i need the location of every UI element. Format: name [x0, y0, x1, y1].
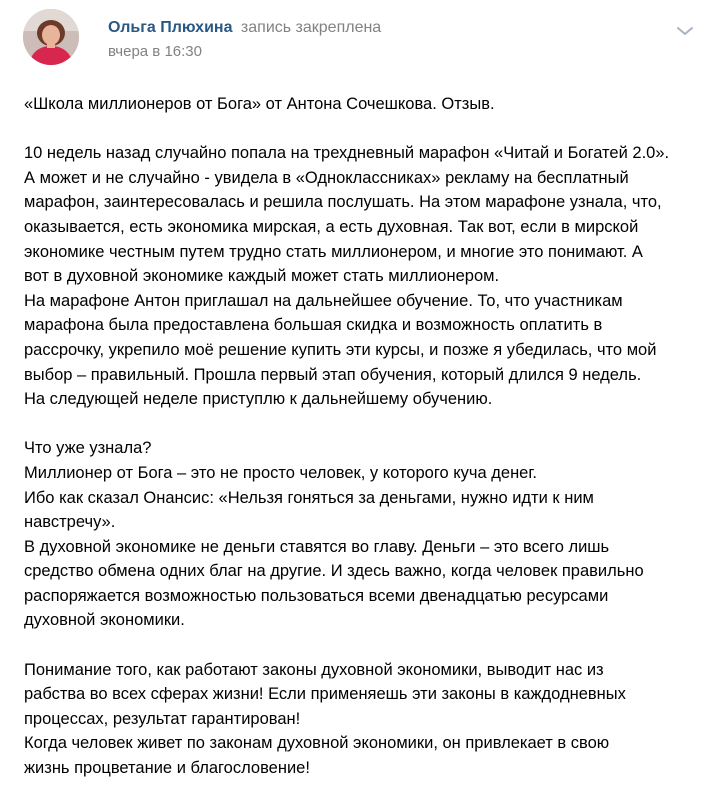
- chevron-down-icon: [676, 26, 694, 36]
- post-text-line: вот в духовной экономике каждый может стать миллионером.: [24, 267, 500, 286]
- post-text-line: В духовной экономике не деньги ставятся во главу. Деньги – это всего лишь: [24, 537, 610, 556]
- post-text-line: Когда человек живет по законам духовной экономики, он привлекает в свою: [24, 734, 610, 753]
- author-line: [108, 17, 381, 39]
- post-text-line: рассрочку, укрепило моё решение купить эти курсы, и позже я убедилась, что мой: [24, 340, 657, 359]
- post-header: [0, 0, 726, 80]
- user-avatar-photo-icon: [23, 9, 79, 65]
- paragraph-gap: [24, 633, 714, 658]
- post-text-line: Понимание того, как работают законы духовной экономики, выводит нас из: [24, 660, 604, 679]
- post-text-line: марафон, заинтересовалась и решила послушать. На этом марафоне узнала, что,: [24, 193, 662, 212]
- post-text-line: Миллионер от Бога – это не просто человек, у которого куча денег.: [24, 463, 537, 482]
- post-text-line: марафона была предоставлена большая скидка и возможность оплатить в: [24, 316, 603, 335]
- post-text-line: оказывается, есть экономика мирская, а есть духовная. Так вот, если в мирской: [24, 217, 639, 236]
- post-text-line: Что уже узнала?: [24, 439, 152, 458]
- post-text-line: средство обмена одних благ на другие. И здесь важно, когда человек правильно: [24, 562, 644, 581]
- post-text-line: На следующей неделе приступлю к дальнейшему обучению.: [24, 390, 493, 409]
- post-text-line: процессах, результат гарантирован!: [24, 709, 301, 728]
- pinned-status: запись закреплена: [240, 19, 382, 36]
- post-text-line: А может и не случайно - увидела в «Одноклассниках» рекламу на бесплатный: [24, 168, 629, 187]
- author-name-link[interactable]: Ольга Плюхина: [108, 19, 233, 36]
- post-text-line: распоряжается возможностью пользоваться всеми двенадцатью ресурсами: [24, 586, 609, 605]
- post-text-line: экономике честным путем трудно стать миллионером, и многие это понимают. А: [24, 242, 643, 261]
- paragraph-gap: [24, 412, 714, 437]
- post-text-line: 10 недель назад случайно попала на трехдневный марафон «Читай и Богатей 2.0».: [24, 144, 670, 163]
- post-text-line: выбор – правильный. Прошла первый этап обучения, который длился 9 недель.: [24, 365, 642, 384]
- post-text-line: духовной экономики.: [24, 611, 185, 630]
- post-date-link[interactable]: вчера в 16:30: [108, 43, 202, 60]
- post-menu-button[interactable]: [670, 18, 700, 44]
- post-text-line: Ибо как сказал Онансис: «Нельзя гоняться за деньгами, нужно идти к ним: [24, 488, 594, 507]
- post-text-line: навстречу».: [24, 513, 116, 532]
- post-text-line: «Школа миллионеров от Бога» от Антона Сочешкова. Отзыв.: [24, 95, 495, 113]
- post-text-line: На марафоне Антон приглашал на дальнейшее обучение. То, что участникам: [24, 291, 623, 310]
- post-text-line: рабства во всех сферах жизни! Если применяешь эти законы в каждодневных: [24, 685, 626, 704]
- paragraph-gap: [24, 117, 714, 142]
- author-avatar[interactable]: [23, 9, 79, 65]
- post-text-line: жизнь процветание и благословение!: [24, 759, 310, 778]
- post-text: [24, 92, 714, 781]
